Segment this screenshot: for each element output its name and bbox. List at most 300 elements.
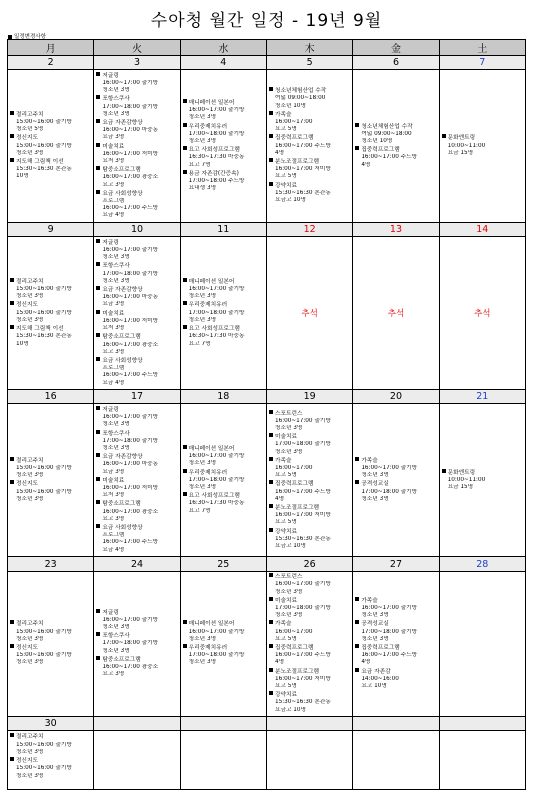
bullet-icon [269, 87, 273, 91]
event-detail: 프로그램 [102, 532, 125, 539]
event-detail: 16:00~17:00 출기방 [188, 628, 245, 635]
day-cell [439, 571, 525, 717]
event-item [96, 524, 177, 554]
event-detail: 요고 5명 [274, 173, 297, 180]
event-item [355, 123, 436, 146]
event-title-line [269, 573, 350, 581]
event-title: 절리고주치 [16, 111, 44, 118]
event-title: 문화엔트링 [447, 135, 476, 142]
bullet-icon [96, 477, 100, 481]
event-item [269, 644, 350, 667]
event-detail: 15:30~16:30 본관동 [16, 333, 72, 340]
event-title-line [269, 158, 350, 166]
bullet-icon [8, 35, 12, 39]
bullet-icon [355, 123, 359, 127]
day-number [353, 717, 439, 731]
event-title-line [355, 620, 436, 628]
event-title-line [355, 146, 436, 154]
event-title-line [96, 72, 177, 80]
weekday-thu: 木 [266, 40, 352, 56]
event-detail: 15:00~16:00 출기방 [16, 628, 72, 635]
event-detail: 청소년 3명 [102, 277, 130, 284]
event-title: 요금 자존감향상 [102, 119, 143, 126]
event-detail: 10명 [16, 173, 29, 180]
bullet-icon [96, 190, 100, 194]
day-cell [353, 571, 439, 717]
day-cell [439, 404, 525, 557]
day-number: 21 [439, 390, 525, 404]
bullet-icon [355, 644, 359, 648]
bullet-icon [96, 632, 100, 636]
bullet-icon [10, 134, 14, 138]
event-title: 스포트런스 [274, 410, 303, 417]
event-item [96, 609, 177, 632]
event-title: 정신지도 [16, 135, 38, 142]
event-title-line [10, 733, 91, 741]
event-title: 미술치료 [274, 434, 297, 441]
event-item [269, 433, 350, 456]
day-number [439, 717, 525, 731]
event-title-line [96, 524, 177, 532]
bullet-icon [269, 158, 273, 162]
event-detail: 10명 [16, 340, 29, 347]
day-cell [94, 404, 180, 557]
bullet-icon [96, 430, 100, 434]
event-detail: 16:00~17:00 저미방 [102, 485, 159, 492]
event-item [96, 430, 177, 453]
event-item [96, 632, 177, 655]
event-detail: 청소년 3명 [274, 588, 303, 595]
event-title-line [96, 333, 177, 341]
event-detail: 16:00~17:00 주드방 [361, 154, 418, 161]
event-detail: 청소년 3명 [274, 425, 303, 432]
event-item [96, 357, 177, 387]
event-title-line [96, 500, 177, 508]
event-detail: 16:00~17:00 마중동 [102, 127, 159, 134]
event-title-line [96, 406, 177, 414]
day-cell [180, 571, 266, 717]
event-title: 강약치료 [274, 692, 297, 699]
week-content-row [8, 571, 526, 717]
event-title: 지도해 그림책 이선 [16, 326, 64, 333]
day-number: 13 [353, 223, 439, 237]
bullet-icon [183, 492, 187, 496]
event-title-line [183, 644, 264, 652]
event-detail: 4명 [361, 659, 371, 666]
event-title: 요금 자존감향상 [102, 287, 143, 294]
event-item [183, 620, 264, 643]
bullet-icon [10, 278, 14, 282]
day-number: 25 [180, 557, 266, 571]
day-number: 30 [8, 717, 94, 731]
event-title-line [269, 644, 350, 652]
event-title-line [183, 99, 264, 107]
day-number-row [8, 223, 526, 237]
event-title-line [96, 357, 177, 365]
day-number: 26 [266, 557, 352, 571]
day-cell [353, 70, 439, 223]
event-title: 정신지도 [16, 644, 38, 651]
event-item [10, 620, 91, 643]
event-item [10, 733, 91, 756]
event-detail: 청소년 3명 [188, 659, 217, 666]
event-title-line [355, 668, 436, 676]
bullet-icon [10, 620, 14, 624]
event-title-line [442, 134, 523, 142]
event-title: 분노조절프로그램 [274, 505, 319, 512]
event-item [442, 134, 523, 157]
event-detail: 요고 7명 [188, 340, 211, 347]
event-title: 집중력프로그램 [274, 481, 314, 488]
bullet-icon [96, 119, 100, 123]
bullet-icon [183, 301, 187, 305]
event-item [355, 480, 436, 503]
event-title-line [269, 620, 350, 628]
event-detail: 16:00~17:00 출기방 [188, 453, 245, 460]
event-detail: 청소년 3명 [102, 421, 130, 428]
event-title-line [269, 433, 350, 441]
day-cell [180, 731, 266, 790]
event-title: 요금 사회성향상 [102, 357, 143, 364]
event-detail: 청소년 3명 [274, 448, 303, 455]
day-number: 20 [353, 390, 439, 404]
event-title: 요고 사회성프로그램 [188, 147, 240, 154]
event-detail: 요고 5명 [274, 635, 297, 642]
bullet-icon [442, 469, 446, 473]
event-item [355, 146, 436, 169]
event-detail: 청소년 3명 [102, 254, 130, 261]
event-title-line [183, 620, 264, 628]
event-detail: 17:00~18:00 출기방 [102, 640, 159, 647]
day-number: 19 [266, 390, 352, 404]
event-title: 매니페이션 일본어 [188, 99, 235, 106]
event-item [96, 143, 177, 166]
event-title-line [269, 410, 350, 418]
event-detail: 16:00~17:00 주드방 [274, 652, 331, 659]
event-detail: 16:00~17:00 광중소 [102, 174, 159, 181]
event-detail: 17:00~18:00 출기방 [274, 604, 331, 611]
event-item [96, 166, 177, 189]
event-item [355, 620, 436, 643]
event-detail: 프로그램 [102, 365, 125, 372]
event-title-line [269, 87, 350, 95]
day-number [180, 717, 266, 731]
event-title-line [355, 480, 436, 488]
event-detail: 15:00~16:00 출기방 [16, 142, 72, 149]
event-title-line [183, 278, 264, 286]
bullet-icon [96, 524, 100, 528]
page-title: 수아청 월간 일정 - 19년 9월 [150, 11, 383, 31]
day-cell [439, 70, 525, 223]
event-title: 스포트런스 [274, 574, 303, 581]
weekday-header-row [8, 40, 526, 56]
event-detail: 17:00~18:00 출기방 [102, 437, 159, 444]
event-detail: 16:00~17:00 출기방 [102, 247, 159, 254]
event-title: 강약치료 [274, 528, 297, 535]
event-item [355, 668, 436, 691]
event-item [10, 111, 91, 134]
event-detail: 4명 [274, 659, 285, 666]
event-item [183, 123, 264, 146]
event-item [96, 310, 177, 333]
event-detail: 요금 3명 [102, 468, 125, 475]
day-number: 12 [266, 223, 352, 237]
event-detail: 요고 7명 [188, 507, 211, 514]
day-cell [266, 404, 352, 557]
event-detail: 요저 3명 [102, 157, 125, 164]
event-title: 정신지도 [16, 302, 38, 309]
event-item [183, 445, 264, 468]
bullet-icon [96, 166, 100, 170]
event-item [183, 170, 264, 193]
day-cell [8, 404, 94, 557]
event-title: 미술치료 [274, 597, 297, 604]
event-item [269, 87, 350, 110]
event-item [269, 597, 350, 620]
event-title: 저글링 [102, 72, 119, 79]
event-item [183, 492, 264, 515]
event-item [355, 457, 436, 480]
bullet-icon [269, 457, 273, 461]
day-cell [94, 731, 180, 790]
event-item [96, 656, 177, 679]
event-title-line [96, 286, 177, 294]
event-title: 가족슬 [274, 457, 292, 464]
event-detail: 17:00~18:00 출기방 [188, 309, 245, 316]
event-title: 가족슬 [274, 621, 292, 628]
event-title: 미술치료 [102, 143, 125, 150]
day-number: 3 [94, 56, 180, 70]
schedule-note-text: 일정변경사항 [14, 34, 46, 40]
event-title: 강약치료 [274, 182, 297, 189]
event-detail: 4명 [274, 495, 285, 502]
event-detail: 16:00~17:00 [274, 628, 313, 635]
event-detail: 요금 4명 [102, 546, 125, 553]
event-detail: 15:30~16:30 본관동 [274, 699, 331, 706]
bullet-icon [96, 406, 100, 410]
day-number: 17 [94, 390, 180, 404]
bullet-icon [96, 453, 100, 457]
event-detail: 14:00~16:00 [361, 675, 399, 682]
event-title-line [10, 480, 91, 488]
bullet-icon [96, 72, 100, 76]
event-title: 요금 사회성향상 [102, 190, 143, 197]
day-number-row [8, 717, 526, 731]
event-item [269, 134, 350, 157]
bullet-icon [269, 691, 273, 695]
bullet-icon [183, 146, 187, 150]
event-title: 청소년체험산업 수작 [361, 123, 413, 130]
bullet-icon [10, 644, 14, 648]
event-title-line [96, 477, 177, 485]
bullet-icon [269, 410, 273, 414]
event-detail: 15:00~16:00 출기방 [16, 741, 72, 748]
event-detail: 요저 3명 [102, 492, 125, 499]
event-title: 집중력프로그램 [274, 135, 314, 142]
bullet-icon [269, 573, 273, 577]
bullet-icon [183, 445, 187, 449]
event-title: 포항스쿠사 [102, 633, 130, 640]
event-title-line [96, 143, 177, 151]
event-title: 절리고주치 [16, 621, 44, 628]
event-detail: 16:00~17:00 저미방 [274, 675, 331, 682]
event-detail: 청소년 3명 [102, 110, 130, 117]
event-detail: 16:00~17:00 [274, 465, 313, 472]
event-detail: 요고 3명 [102, 181, 125, 188]
event-detail: 청소년 3명 [188, 293, 217, 300]
event-title-line [96, 656, 177, 664]
bullet-icon [355, 480, 359, 484]
day-cell [8, 731, 94, 790]
day-cell [266, 70, 352, 223]
bullet-icon [269, 111, 273, 115]
event-detail: 청소년 3명 [16, 472, 44, 479]
day-cell [439, 731, 525, 790]
bullet-icon [183, 99, 187, 103]
event-title: 저글링 [102, 239, 119, 246]
event-title: 탐중소프로그램 [102, 334, 141, 341]
event-title: 가족슬 [361, 457, 378, 464]
day-number-row [8, 390, 526, 404]
event-detail: 청소년 3명 [361, 472, 389, 479]
event-item [183, 99, 264, 122]
event-title-line [96, 453, 177, 461]
event-title-line [183, 469, 264, 477]
event-title: 절리고주치 [16, 278, 44, 285]
event-item [10, 757, 91, 780]
event-detail: 청소년 3명 [188, 484, 217, 491]
event-detail: 청소년 10명 [274, 102, 307, 109]
event-detail: 요고 3명 [102, 671, 125, 678]
bullet-icon [96, 310, 100, 314]
event-title: 가족슬 [361, 597, 378, 604]
day-cell [266, 571, 352, 717]
week-content-row [8, 404, 526, 557]
event-detail: 청소년 3명 [16, 495, 44, 502]
bullet-icon [96, 357, 100, 361]
bullet-icon [96, 239, 100, 243]
weekday-sat: 土 [439, 40, 525, 56]
event-detail: 요고 3명 [102, 348, 125, 355]
event-detail: 청소년 3명 [361, 495, 389, 502]
event-detail: 여덟 09:00~18:00 [274, 95, 326, 102]
event-item [269, 528, 350, 551]
event-detail: 요금 3명 [102, 301, 125, 308]
event-detail: 16:00~17:00 주드방 [274, 142, 331, 149]
week-content-row [8, 237, 526, 390]
event-item [269, 620, 350, 643]
event-item [269, 158, 350, 181]
bullet-icon [355, 620, 359, 624]
bullet-icon [10, 325, 14, 329]
event-title: 포항스쿠사 [102, 430, 130, 437]
event-item [183, 469, 264, 492]
bullet-icon [96, 333, 100, 337]
event-item [10, 158, 91, 181]
event-detail: 청소년 3명 [16, 659, 44, 666]
event-title: 청소년체험산업 수작 [274, 88, 327, 95]
event-title: 미술치료 [102, 310, 125, 317]
event-title: 공격성교실 [361, 481, 389, 488]
day-number: 27 [353, 557, 439, 571]
event-detail: 요금 15명 [447, 149, 474, 156]
event-detail: 청소년 3명 [16, 149, 44, 156]
event-title-line [96, 310, 177, 318]
event-title: 탐중소프로그램 [102, 656, 141, 663]
day-number: 24 [94, 557, 180, 571]
day-number: 23 [8, 557, 94, 571]
event-title: 문화엔트링 [447, 469, 476, 476]
event-title: 우리중제치유러 [188, 123, 228, 130]
event-detail: 4명 [274, 149, 285, 156]
bullet-icon [96, 286, 100, 290]
bullet-icon [10, 733, 14, 737]
event-title-line [183, 146, 264, 154]
event-title-line [10, 301, 91, 309]
event-detail: 청소년 3명 [16, 748, 44, 755]
event-detail: 16:00~17:00 마중동 [102, 294, 159, 301]
event-detail: 16:00~17:00 주드방 [102, 205, 159, 212]
event-detail: 청소년 3명 [102, 445, 130, 452]
event-title: 분노조절프로그램 [274, 668, 319, 675]
event-detail: 16:00~17:00 주드방 [274, 488, 331, 495]
event-title: 공격성교실 [361, 621, 389, 628]
event-title: 탐중소프로그램 [102, 167, 141, 174]
event-title-line [269, 597, 350, 605]
event-title: 절리고주치 [16, 734, 44, 741]
event-detail: 15:00~16:00 출기방 [16, 286, 72, 293]
event-title: 용금 자존감(간증속) [188, 170, 239, 177]
event-detail: 16:00~17:00 [274, 118, 313, 125]
event-item [10, 644, 91, 667]
event-title-line [10, 644, 91, 652]
event-detail: 4명 [361, 161, 371, 168]
event-detail: 15:00~16:00 출기방 [16, 118, 72, 125]
event-item [269, 668, 350, 691]
event-title: 탐중소프로그램 [102, 501, 141, 508]
bullet-icon [183, 469, 187, 473]
event-detail: 16:00~17:00 주드방 [102, 372, 159, 379]
event-title: 우리중제치유러 [188, 644, 228, 651]
event-detail: 17:00~18:00 출기방 [361, 488, 418, 495]
event-item [96, 477, 177, 500]
day-number-row [8, 56, 526, 70]
event-detail: 청소년 3명 [361, 635, 389, 642]
bullet-icon [355, 457, 359, 461]
event-detail: 요금 4명 [102, 212, 125, 219]
bullet-icon [269, 182, 273, 186]
event-detail: 청소년 3명 [274, 612, 303, 619]
event-item [355, 644, 436, 667]
event-detail: 16:00~17:00 출기방 [102, 616, 159, 623]
event-detail: 16:00~17:00 저미방 [274, 166, 331, 173]
event-item [96, 406, 177, 429]
event-item [269, 182, 350, 205]
event-detail: 여덟 09:00~18:00 [361, 130, 412, 137]
day-cell [94, 237, 180, 390]
event-detail: 요금 3명 [102, 134, 125, 141]
bullet-icon [269, 433, 273, 437]
day-cell [180, 70, 266, 223]
event-title-line [183, 123, 264, 131]
event-title-line [183, 445, 264, 453]
event-title: 우리중제치유러 [188, 302, 228, 309]
day-number: 6 [353, 56, 439, 70]
event-item [10, 457, 91, 480]
day-cell [180, 237, 266, 390]
event-title: 집중력프로그램 [361, 644, 400, 651]
event-item [10, 278, 91, 301]
